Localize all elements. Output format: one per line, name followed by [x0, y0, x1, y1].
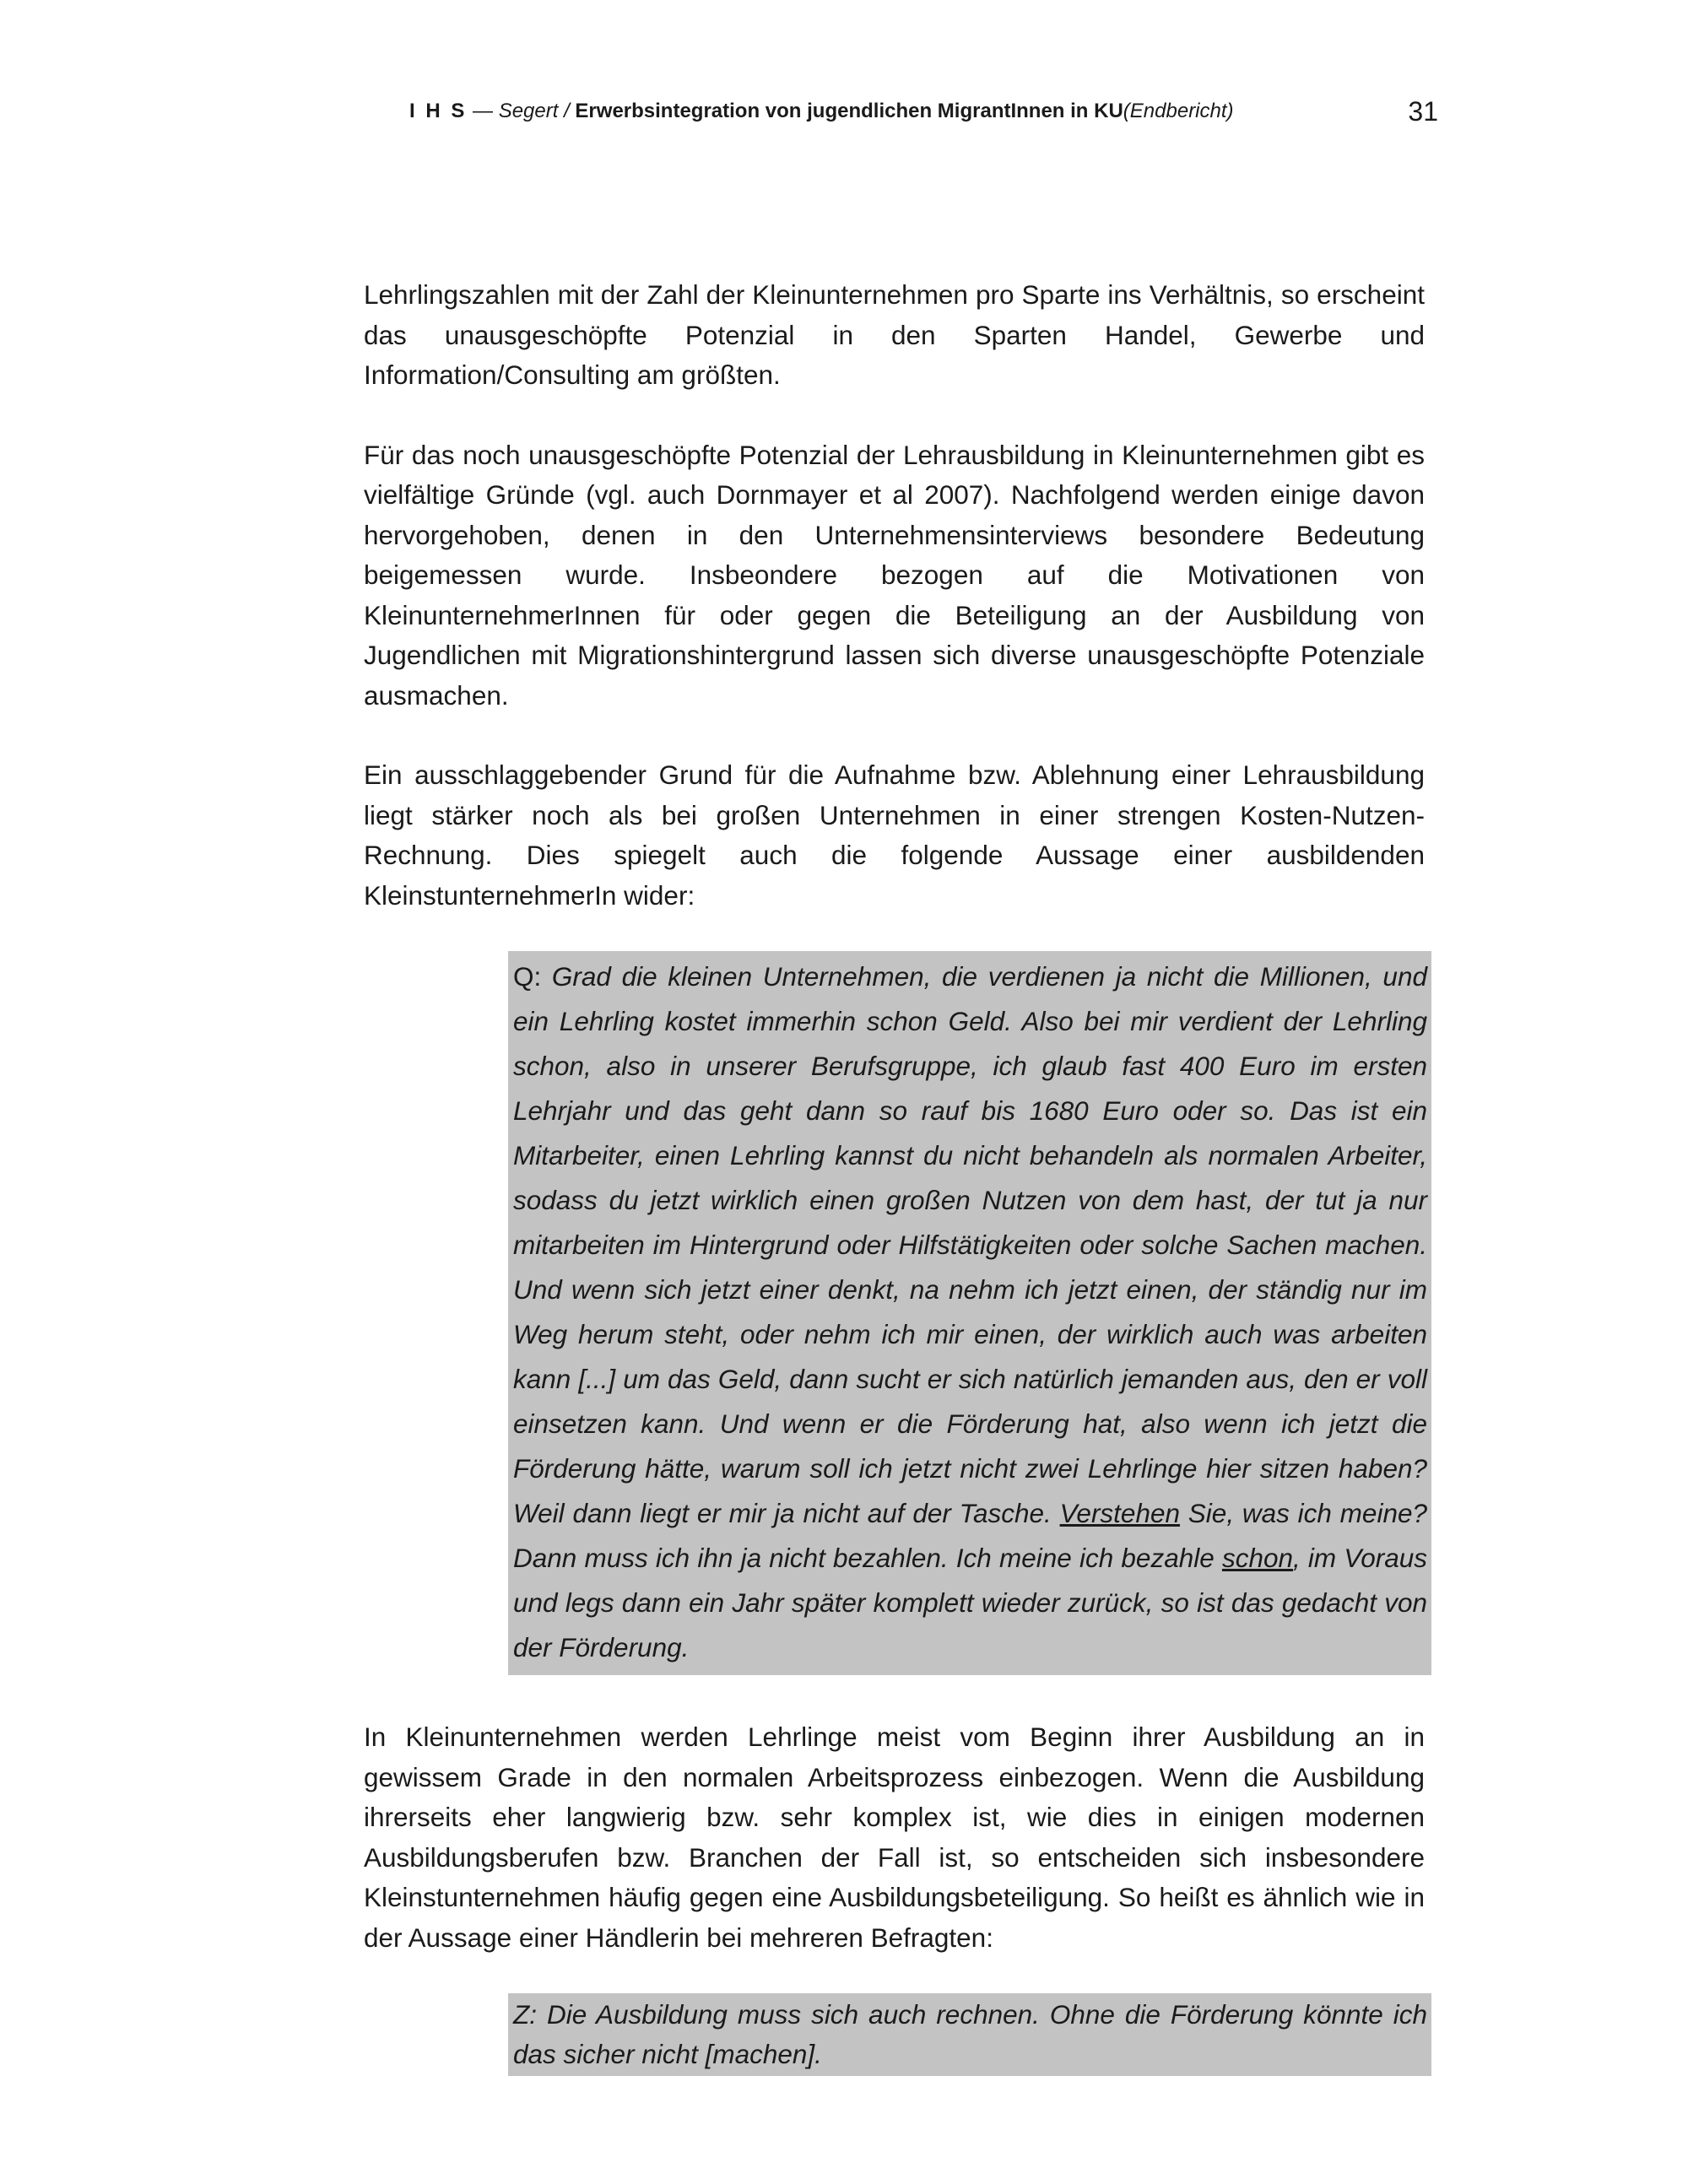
- page-number: 31: [1408, 96, 1438, 127]
- page-body: [364, 275, 1425, 2076]
- header-dash: —: [467, 100, 499, 122]
- quote-emphasis-schon: schon: [1221, 1543, 1293, 1573]
- quote-2-text: Z: Die Ausbildung muss sich auch rechnen. Ohne die Förderung könnte ich das sicher nicht [machen].: [513, 1999, 1427, 2069]
- header-title: Erwerbsintegration von jugendlichen MigrantInnen in KU: [575, 100, 1123, 122]
- header-author: Segert: [498, 100, 559, 122]
- running-header: [409, 95, 1422, 137]
- paragraph-4: In Kleinunternehmen werden Lehrlinge meist vom Beginn ihrer Ausbildung an in gewissem Grade in den normalen Arbeitsprozess einbezogen. Wenn die Ausbildung ihrerseits eher langwierig bzw. sehr komplex ist, wie dies in einigen modernen Ausbildungsberufen bzw. Branchen der Fall ist, so entscheiden sich insbesondere Kleinstunternehmen häufig gegen eine Ausbildungsbeteiligung. So heißt es ähnlich wie in der Aussage einer Händlerin bei mehreren Befragten:: [364, 1722, 1425, 1953]
- quote-text-part-2: Sie, was ich meine? Dann muss ich ihn ja nicht bezahlen. Ich meine ich bezahle: [513, 1498, 1427, 1573]
- interview-quote-2: [508, 1993, 1431, 2076]
- paragraph-2: Für das noch unausgeschöpfte Potenzial der Lehrausbildung in Kleinunternehmen gibt es vielfältige Gründe (vgl. auch Dornmayer et al 2007). Nachfolgend werden einige davon hervorgehoben, denen in den Unternehmensinterviews besondere Bedeutung beigemessen wurde. Insbeondere bezogen auf die Motivationen von KleinunternehmerInnen für oder gegen die Beteiligung an der Ausbildung von Jugendlichen mit Migrationshintergrund lassen sich diverse unausgeschöpfte Potenziale ausmachen.: [364, 439, 1425, 711]
- quote-text-part-3: , im Voraus und legs dann ein Jahr später komplett wieder zurück, so ist das gedacht von der Förderung.: [513, 1543, 1427, 1662]
- interview-quote-1: [508, 951, 1431, 1675]
- quote-emphasis-verstehen: Verstehen: [1059, 1498, 1181, 1528]
- quote-speaker: Q:: [513, 961, 542, 992]
- paragraph-1: Lehrlingszahlen mit der Zahl der Kleinunternehmen pro Sparte ins Verhältnis, so erscheint das unausgeschöpfte Potenzial in den Sparten Handel, Gewerbe und Information/Consulting am größten.: [364, 279, 1425, 390]
- quote-text-part-1: Grad die kleinen Unternehmen, die verdienen ja nicht die Millionen, und ein Lehrling kostet immerhin schon Geld. Also bei mir verdient der Lehrling schon, also in unserer Berufsgruppe, ich glaub fast 400 Euro im ersten Lehrjahr und das geht dann so rauf bis 1680 Euro oder so. Das ist ein Mitarbeiter, einen Lehrling kannst du nicht behandeln als normalen Arbeiter, sodass du jetzt wirklich einen großen Nutzen von dem hast, der tut ja nur mitarbeiten im Hintergrund oder Hilfstätigkeiten oder solche Sachen machen. Und wenn sich jetzt einer denkt, na nehm ich jetzt einen, der ständig nur im Weg herum steht, oder nehm ich mir einen, der wirklich auch was arbeiten kann [...] um das Geld, dann sucht er sich natürlich jemanden aus, den er voll einsetzen kann. Und wenn er die Förderung hat, also wenn ich jetzt die Förderung hätte, warum soll ich jetzt nicht zwei Lehrlinge hier sitzen haben? Weil dann liegt er mir ja nicht auf der Tasche.: [513, 961, 1427, 1528]
- header-org: I H S: [409, 100, 468, 122]
- paragraph-3: Ein ausschlaggebender Grund für die Aufnahme bzw. Ablehnung einer Lehrausbildung liegt stärker noch als bei großen Unternehmen in einer strengen Kosten-Nutzen-Rechnung. Dies spiegelt auch die folgende Aussage einer ausbildenden KleinstunternehmerIn wider:: [364, 760, 1425, 911]
- header-slash: /: [558, 100, 576, 122]
- header-report-type: (Endbericht): [1123, 100, 1234, 122]
